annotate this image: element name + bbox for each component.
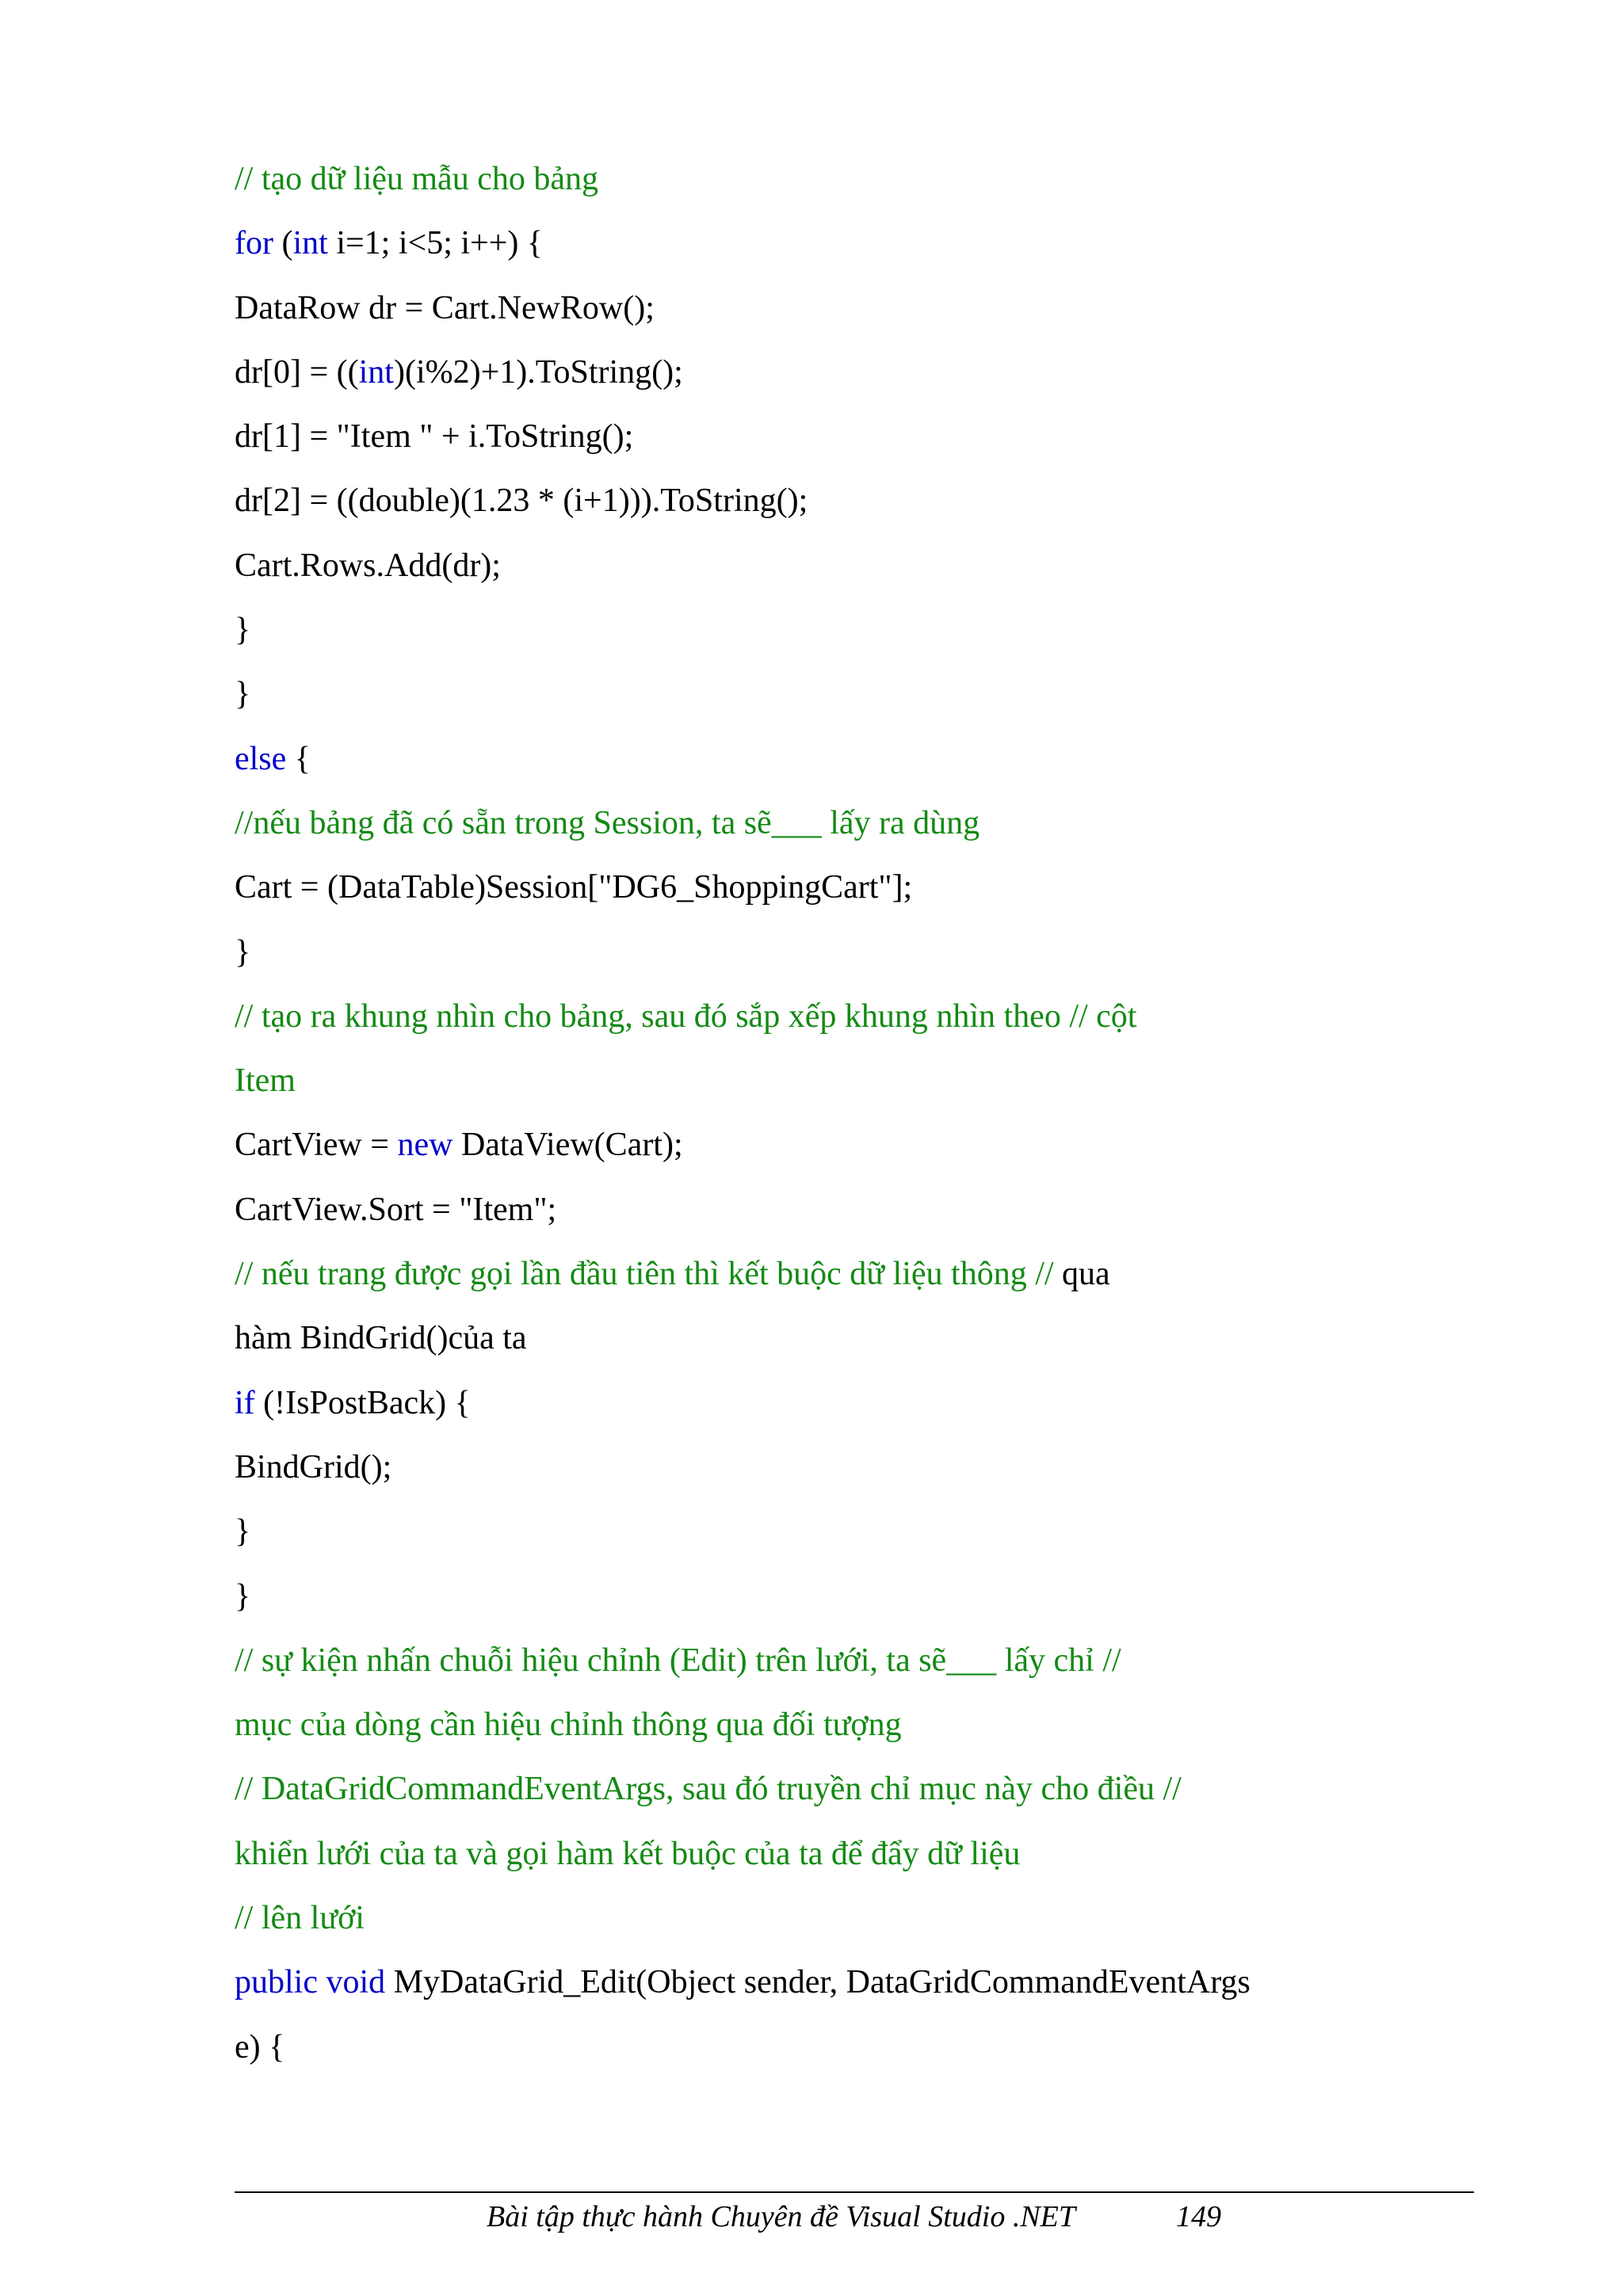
code-comment: Item [235,1062,296,1100]
code-line [235,1049,1455,1113]
footer-title: Bài tập thực hành Chuyên đề Visual Studio .NET [487,2200,1076,2233]
code-comment: mục của dòng cần hiệu chỉnh thông qua đối tượng [235,1707,902,1744]
code-line [235,1629,1455,1693]
code-comment: // nếu trang được gọi lần đầu tiên thì kết buộc dữ liệu thông // [235,1256,1063,1293]
code-line [235,147,1455,212]
code-line [235,856,1455,920]
code-line [235,1306,1455,1371]
code-comment: khiển lưới của ta và gọi hàm kết buộc của ta để đẩy dữ liệu [235,1835,1021,1872]
code-keyword: if [235,1384,255,1421]
code-comment: // sự kiện nhấn chuỗi hiệu chỉnh (Edit) trên lưới, ta sẽ___ lấy chỉ // [235,1642,1121,1679]
code-text: BindGrid(); [235,1448,392,1486]
code-keyword: int [358,353,394,391]
code-text: e) { [235,2028,285,2065]
code-line [235,534,1455,598]
code-line [235,1242,1455,1306]
code-line [235,1178,1455,1242]
code-line [235,1757,1455,1821]
code-line [235,1565,1455,1629]
code-line [235,1113,1455,1177]
page-number: 149 [1176,2200,1221,2233]
code-line [235,921,1455,985]
code-line [235,1500,1455,1564]
code-comment: // tạo dữ liệu mẫu cho bảng [235,161,598,197]
code-text: Cart.Rows.Add(dr); [235,547,501,584]
code-text: dr[0] = (( [235,353,359,391]
code-text: } [235,612,251,649]
code-keyword: public [235,1964,318,2001]
code-text: (!IsPostBack) { [254,1384,471,1421]
code-line [235,1822,1455,1886]
code-line [235,598,1455,662]
code-comment: //nếu bảng đã có sẵn trong Session, ta sẽ___ lấy ra dùng [235,804,980,841]
code-line [235,727,1455,791]
code-text: } [235,933,251,971]
code-line [235,405,1455,469]
code-text: qua [1062,1256,1110,1293]
code-comment: // DataGridCommandEventArgs, sau đó truyền chỉ mục này cho điều // [235,1771,1182,1808]
code-line [235,1371,1455,1436]
code-comment: // lên lưới [235,1900,365,1937]
code-text: } [235,1513,251,1550]
code-text [318,1964,327,2000]
code-line [235,469,1455,533]
code-line [235,1886,1455,1951]
code-keyword: else [235,740,287,777]
code-keyword: int [292,225,328,262]
code-text: Cart = (DataTable)Session["DG6_ShoppingCart"]; [235,869,913,906]
code-text: } [235,1577,251,1615]
code-text: DataView(Cart); [453,1127,683,1164]
code-text: CartView = [235,1127,398,1164]
code-text: dr[1] = "Item " + i.ToString(); [235,418,634,456]
code-line [235,985,1455,1049]
code-line [235,662,1455,727]
code-line [235,1951,1455,2015]
code-text: hàm BindGrid()của ta [235,1320,527,1357]
code-line [235,2016,1455,2080]
code-line [235,1693,1455,1757]
code-line [235,277,1455,341]
code-keyword: for [235,225,273,262]
code-line [235,341,1455,405]
code-text: )(i%2)+1).ToString(); [393,353,683,391]
code-listing [235,147,1455,2080]
code-text: i=1; i<5; i++) { [327,225,544,262]
code-text: { [286,740,311,777]
code-line [235,1436,1455,1500]
code-text: DataRow dr = Cart.NewRow(); [235,289,655,326]
code-text: MyDataGrid_Edit(Object sender, DataGridCommandEventArgs [385,1964,1251,2001]
page-footer [235,2193,1474,2241]
code-keyword: new [397,1127,453,1164]
code-comment: // tạo ra khung nhìn cho bảng, sau đó sắp xếp khung nhìn theo // cột [235,997,1137,1035]
code-keyword: void [326,1964,386,2001]
code-line [235,791,1455,856]
code-text: } [235,676,251,713]
code-text: dr[2] = ((double)(1.23 * (i+1))).ToString(); [235,482,808,520]
code-text: CartView.Sort = "Item"; [235,1191,557,1228]
code-text: ( [273,225,293,262]
code-line [235,212,1455,276]
